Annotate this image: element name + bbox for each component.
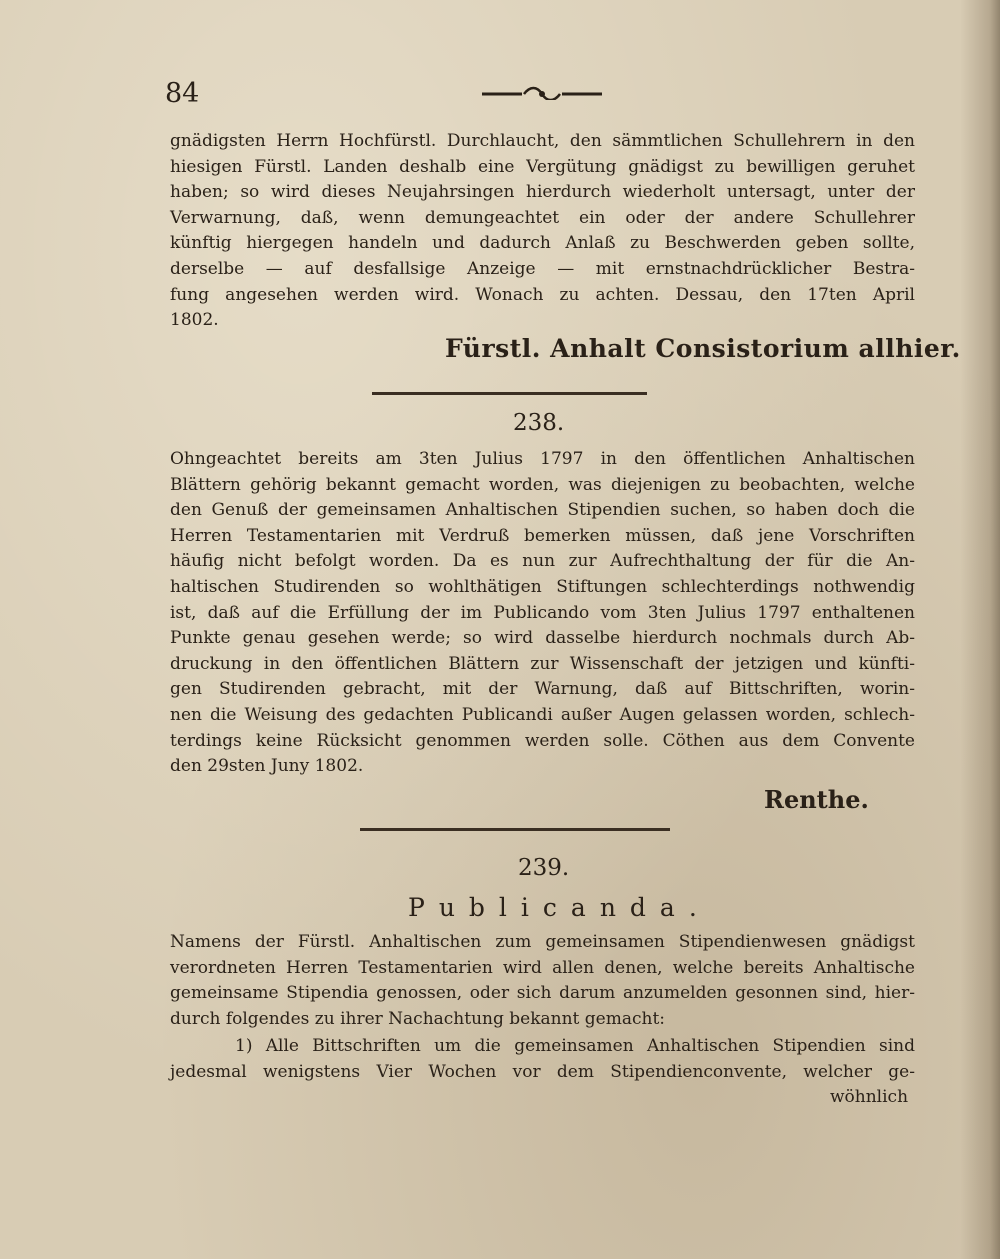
text-line: hiesigen Fürstl. Landen deshalb eine Vergütung gnädigst zu bewilligen geruhet xyxy=(170,156,915,177)
text-line: gemeinsame Stipendia genossen, oder sich darum anzumelden gesonnen sind, hier- xyxy=(170,983,915,1004)
signature-renthe: Renthe. xyxy=(764,785,869,814)
text-line: durch folgendes zu ihrer Nachachtung bekannt gemacht: xyxy=(170,1008,666,1029)
text-line: Ohngeachtet bereits am 3ten Julius 1797 in den öffentlichen Anhaltischen xyxy=(170,449,915,469)
text-line: gen Studirenden gebracht, mit der Warnung, daß auf Bittschriften, worin- xyxy=(170,679,915,700)
section-number-239: 239. xyxy=(518,855,570,881)
section-divider xyxy=(372,392,647,395)
text-line: 1802. xyxy=(170,310,219,331)
text-line: haben; so wird dieses Neujahrsingen hierdurch wiederholt untersagt, unter der xyxy=(170,182,915,203)
text-line: jedesmal wenigstens Vier Wochen vor dem Stipendienconvente, welcher ge- xyxy=(170,1061,915,1082)
section-number-238: 238. xyxy=(513,410,565,436)
text-line: verordneten Herren Testamentarien wird allen denen, welche bereits Anhaltische xyxy=(170,957,915,978)
text-line: nen die Weisung des gedachten Publicandi außer Augen gelassen worden, schlech- xyxy=(170,704,915,725)
text-line: gnädigsten Herrn Hochfürstl. Durchlaucht, den sämmtlichen Schullehrern in den xyxy=(170,131,915,151)
text-line: Verwarnung, daß, wenn demungeachtet ein oder der andere Schullehrer xyxy=(170,207,915,228)
text-line: Herren Testamentarien mit Verdruß bemerken müssen, daß jene Vorschriften xyxy=(170,525,915,546)
text-line: den 29sten Juny 1802. xyxy=(170,756,364,777)
signature-consistorium: Fürstl. Anhalt Consistorium allhier. xyxy=(445,334,961,363)
text-line: Namens der Fürstl. Anhaltischen zum gemeinsamen Stipendienwesen gnädigst xyxy=(170,932,915,952)
text-line: künftig hiergegen handeln und dadurch Anlaß zu Beschwerden geben sollte, xyxy=(170,233,915,254)
page-number: 84 xyxy=(165,78,200,109)
text-line: druckung in den öffentlichen Blättern zur Wissenschaft der jetzigen und künfti- xyxy=(170,653,915,674)
paragraph-decree-end xyxy=(170,129,915,334)
text-line: Punkte genau gesehen werde; so wird dasselbe hierdurch nochmals durch Ab- xyxy=(170,628,915,649)
text-line: 1) Alle Bittschriften um die gemeinsamen Anhaltischen Stipendien sind xyxy=(235,1036,915,1056)
section-divider xyxy=(360,828,670,831)
text-line: häufig nicht befolgt worden. Da es nun zur Aufrechthaltung der für die An- xyxy=(170,551,915,572)
header-ornament xyxy=(482,86,602,100)
text-line: fung angesehen werden wird. Wonach zu achten. Dessau, den 17ten April xyxy=(170,284,915,305)
catchword: wöhnlich xyxy=(830,1087,909,1107)
text-line: haltischen Studirenden so wohlthätigen Stiftungen schlechterdings nothwendig xyxy=(170,576,915,597)
text-line: terdings keine Rücksicht genommen werden solle. Cöthen aus dem Convente xyxy=(170,730,915,751)
text-line: derselbe — auf desfallsige Anzeige — mit ernstnachdrücklicher Bestra- xyxy=(170,258,915,279)
section-heading-publicanda: Publicanda. xyxy=(408,893,711,922)
paragraph-238 xyxy=(170,447,915,780)
list-item-1 xyxy=(170,1034,915,1085)
text-line: Blättern gehörig bekannt gemacht worden, was diejenigen zu beobachten, welche xyxy=(170,474,915,495)
text-line: den Genuß der gemeinsamen Anhaltischen Stipendien suchen, so haben doch die xyxy=(170,500,915,521)
paragraph-239-intro xyxy=(170,930,915,1032)
text-line: ist, daß auf die Erfüllung der im Publicando vom 3ten Julius 1797 enthaltenen xyxy=(170,602,915,623)
